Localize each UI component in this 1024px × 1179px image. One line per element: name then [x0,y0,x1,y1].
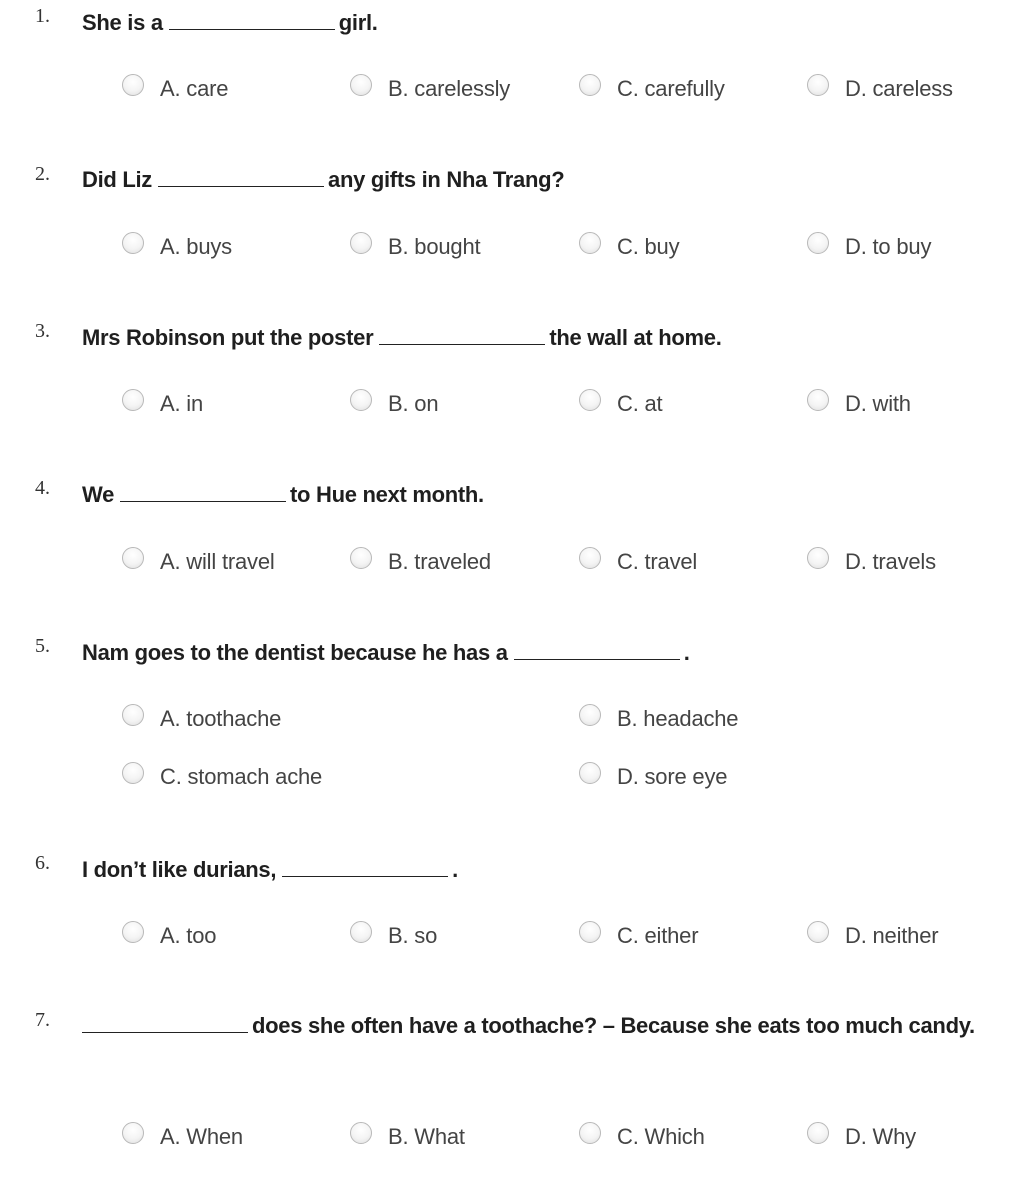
option-label: C. stomach ache [160,764,323,789]
radio-button[interactable] [122,389,144,411]
radio-button[interactable] [350,547,372,569]
option-c[interactable] [579,547,697,577]
option-label: A. will travel [160,549,275,574]
option-label: D. to buy [845,234,932,259]
radio-button[interactable] [122,1122,144,1144]
option-label: B. on [388,391,439,416]
question-text-after: does she often have a toothache? – Because she eats too much candy. [252,1013,975,1038]
question-text-after: girl. [338,10,378,35]
option-label: B. bought [388,234,481,259]
option-label: C. carefully [617,76,725,101]
question-number: 5. [35,635,50,657]
option-label: D. sore eye [617,764,728,789]
radio-button[interactable] [350,389,372,411]
radio-button[interactable] [807,547,829,569]
option-a[interactable] [122,74,228,104]
radio-button[interactable] [122,921,144,943]
answer-blank [282,858,448,877]
radio-button[interactable] [579,547,601,569]
radio-button[interactable] [807,74,829,96]
radio-button[interactable] [350,1122,372,1144]
radio-button[interactable] [579,389,601,411]
question-number: 3. [35,320,50,342]
question-number: 4. [35,477,50,499]
option-c[interactable] [579,1122,705,1152]
option-c[interactable] [579,232,679,262]
option-b[interactable] [350,547,491,577]
option-label: D. Why [845,1124,916,1149]
question-text-after: . [683,640,690,665]
radio-button[interactable] [579,232,601,254]
option-label: B. headache [617,706,739,731]
radio-button[interactable] [122,704,144,726]
question-text [82,325,722,351]
question-number: 7. [35,1009,50,1031]
option-label: B. carelessly [388,76,511,101]
option-a[interactable] [122,547,275,577]
question-text-after: any gifts in Nha Trang? [328,167,565,192]
radio-button[interactable] [122,547,144,569]
radio-button[interactable] [807,1122,829,1144]
option-label: B. traveled [388,549,491,574]
answer-blank [514,641,680,660]
question-text [82,857,458,883]
option-label: A. care [160,76,229,101]
option-c[interactable] [579,921,698,951]
question-text-before: Mrs Robinson put the poster [82,325,374,350]
question-text [82,1004,982,1048]
option-d[interactable] [807,232,931,262]
option-label: B. so [388,923,438,948]
radio-button[interactable] [807,921,829,943]
option-d[interactable] [807,1122,916,1152]
option-b[interactable] [350,74,510,104]
radio-button[interactable] [350,232,372,254]
question-text-before: She is a [82,10,163,35]
radio-button[interactable] [122,762,144,784]
option-label: A. buys [160,234,232,259]
option-label: D. careless [845,76,953,101]
question-text-after: to Hue next month. [290,482,484,507]
option-label: C. travel [617,549,698,574]
option-label: A. When [160,1124,243,1149]
radio-button[interactable] [807,389,829,411]
option-a[interactable] [122,1122,243,1152]
option-label: C. at [617,391,663,416]
radio-button[interactable] [350,74,372,96]
question-text-before: Nam goes to the dentist because he has a [82,640,508,665]
option-d[interactable] [807,921,938,951]
option-a[interactable] [122,232,232,262]
radio-button[interactable] [122,74,144,96]
radio-button[interactable] [579,921,601,943]
answer-blank [379,326,545,345]
question-number: 6. [35,852,50,874]
option-label: D. neither [845,923,939,948]
radio-button[interactable] [579,1122,601,1144]
option-label: A. in [160,391,204,416]
radio-button[interactable] [807,232,829,254]
question-number: 2. [35,163,50,185]
option-label: D. with [845,391,911,416]
option-d[interactable] [807,389,911,419]
question-text-before: Did Liz [82,167,153,192]
option-d[interactable] [807,547,936,577]
question-text-before: I don’t like durians, [82,857,277,882]
option-d[interactable] [579,762,727,792]
question-text-after: the wall at home. [549,325,722,350]
question-text-after: . [452,857,458,882]
option-c[interactable] [579,74,725,104]
question-text [82,10,378,36]
question-text [82,640,690,666]
option-label: C. Which [617,1124,705,1149]
option-c[interactable] [122,762,322,792]
option-a[interactable] [122,704,281,734]
answer-blank [82,1014,248,1033]
option-b[interactable] [350,232,480,262]
radio-button[interactable] [579,704,601,726]
radio-button[interactable] [579,74,601,96]
question-text [82,167,564,193]
option-label: C. either [617,923,699,948]
option-label: A. too [160,923,217,948]
answer-blank [158,168,324,187]
radio-button[interactable] [350,921,372,943]
answer-blank [169,11,335,30]
option-b[interactable] [579,704,738,734]
option-d[interactable] [807,74,953,104]
option-b[interactable] [350,389,438,419]
option-label: A. toothache [160,706,282,731]
option-b[interactable] [350,921,437,951]
option-a[interactable] [122,389,203,419]
option-a[interactable] [122,921,216,951]
option-label: C. buy [617,234,680,259]
option-c[interactable] [579,389,662,419]
radio-button[interactable] [122,232,144,254]
question-text-before: We [82,482,115,507]
answer-blank [120,483,286,502]
option-b[interactable] [350,1122,465,1152]
question-text [82,482,484,508]
question-number: 1. [35,5,50,27]
radio-button[interactable] [579,762,601,784]
option-label: D. travels [845,549,936,574]
option-label: B. What [388,1124,465,1149]
